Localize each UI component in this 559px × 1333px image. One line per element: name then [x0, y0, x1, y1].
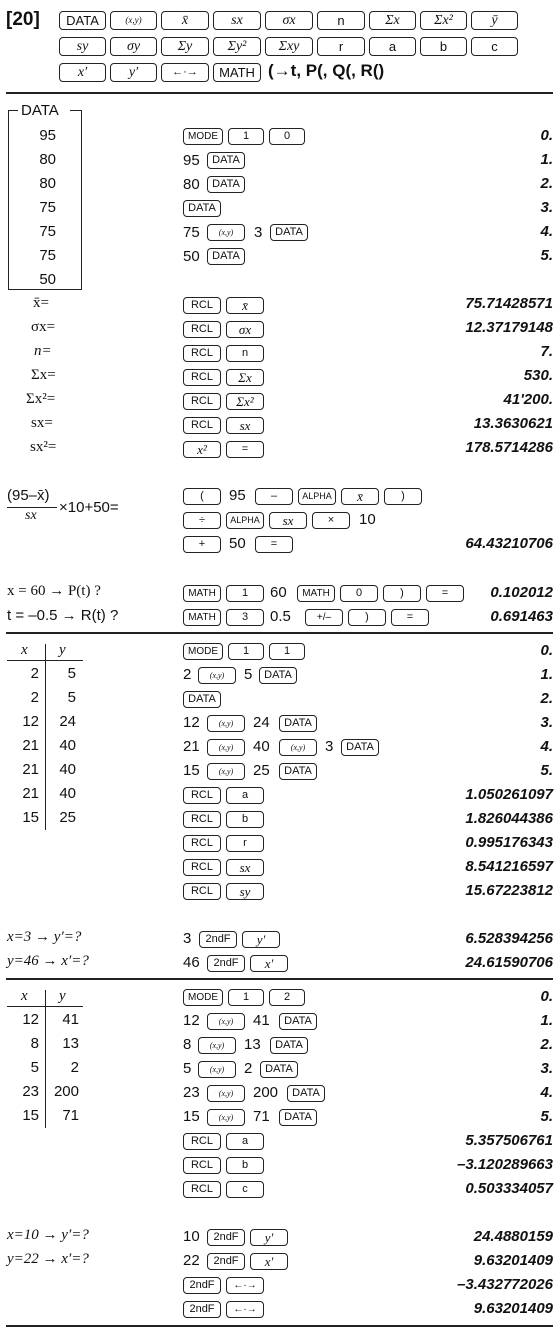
result: 0. [540, 127, 553, 144]
expr-tail: ×10+50= [59, 499, 119, 516]
section-number: [20] [6, 9, 40, 30]
result: 64.43210706 [465, 535, 553, 552]
data-value: 75 [39, 247, 56, 264]
table-y: 40 [59, 737, 76, 754]
data-frame-bottom [8, 289, 82, 290]
result: 41'200. [503, 391, 553, 408]
stat-label: x̄= [33, 295, 49, 311]
entry: 41 [253, 1012, 270, 1029]
xy-key[interactable]: (x,y) [207, 739, 245, 756]
n-key[interactable]: n [226, 345, 264, 362]
xy-key[interactable]: (x,y) [207, 1085, 245, 1102]
sum-x2-key[interactable]: Σx² [226, 393, 264, 410]
n-key[interactable]: n [317, 11, 365, 30]
result: 9.63201409 [473, 1300, 553, 1317]
rcl-key[interactable]: RCL [183, 1133, 221, 1150]
entry: 25 [253, 762, 270, 779]
sy-key[interactable]: sy [59, 37, 106, 56]
data-key[interactable]: DATA [341, 739, 379, 756]
arrow-key[interactable]: ←·→ [226, 1301, 264, 1318]
section-divider [6, 92, 553, 94]
result: 3. [540, 199, 553, 216]
result: 5. [540, 247, 553, 264]
data-frame-top-left [8, 110, 18, 111]
prob-question-2: t = –0.5 → R(t) ? [7, 607, 119, 624]
entry: 24 [253, 714, 270, 731]
col-header-x: x [21, 642, 28, 658]
result: 4. [540, 223, 553, 240]
table-x: 21 [22, 785, 39, 802]
estimate-question-2: y=22 → x′=? [7, 1251, 89, 1267]
second-function-key[interactable]: 2ndF [183, 1277, 221, 1294]
c-key[interactable]: c [226, 1181, 264, 1198]
sx-key[interactable]: sx [226, 859, 264, 876]
entry: 8 [183, 1036, 192, 1053]
sigma-y-key[interactable]: σy [110, 37, 157, 56]
math-menu-note: (→t, P(, Q(, R() [268, 61, 385, 80]
result: 0.503334057 [465, 1180, 553, 1197]
xbar-key[interactable]: x̄ [161, 11, 209, 30]
entry: 22 [183, 1252, 200, 1269]
y-prime-key[interactable]: y′ [242, 931, 280, 948]
entry: 21 [183, 738, 200, 755]
col-header-y: y [59, 642, 66, 658]
xy-key[interactable]: (x,y) [207, 1109, 245, 1126]
xy-key[interactable]: (x,y) [207, 763, 245, 780]
data-key[interactable]: DATA [183, 691, 221, 708]
mode-key[interactable]: MODE [183, 989, 223, 1006]
section-divider [6, 632, 553, 634]
table-y: 25 [59, 809, 76, 826]
section-divider [6, 978, 553, 980]
second-function-key[interactable]: 2ndF [207, 955, 245, 972]
rcl-key[interactable]: RCL [183, 859, 221, 876]
estimate-question-1: x=3 → y′=? [7, 929, 82, 945]
table-x: 8 [30, 1035, 39, 1052]
two-key[interactable]: 2 [269, 989, 305, 1006]
sx-key[interactable]: sx [226, 417, 264, 434]
r-key[interactable]: r [317, 37, 365, 56]
equals-key[interactable]: = [426, 585, 464, 602]
entry: 50 [183, 248, 200, 265]
x-prime-key[interactable]: x′ [250, 955, 288, 972]
entry: 50 [229, 535, 246, 552]
result: 5. [540, 762, 553, 779]
entry: 200 [253, 1084, 279, 1101]
sum-xy-key[interactable]: Σxy [265, 37, 313, 56]
data-key[interactable]: DATA [259, 667, 297, 684]
xy-key[interactable]: (x,y) [198, 667, 236, 684]
table-x: 15 [22, 1107, 39, 1124]
b-key[interactable]: b [420, 37, 467, 56]
sum-x2-key[interactable]: Σx² [420, 11, 467, 30]
minus-key[interactable]: – [255, 488, 293, 505]
entry: 3 [254, 224, 263, 241]
sy-key[interactable]: sy [226, 883, 264, 900]
entry: 13 [244, 1036, 261, 1053]
entry: 15 [183, 1108, 200, 1125]
table-y: 2 [70, 1059, 79, 1076]
alpha-key[interactable]: ALPHA [226, 512, 264, 529]
stat-label: n= [34, 343, 52, 359]
sum-x-key[interactable]: Σx [369, 11, 416, 30]
expr-numerator: (95–x̄) [7, 487, 50, 504]
data-frame-left [8, 110, 9, 290]
equals-key[interactable]: = [226, 441, 264, 458]
b-key[interactable]: b [226, 1157, 264, 1174]
table-column-rule [45, 644, 46, 830]
xbar-key[interactable]: x̄ [226, 297, 264, 314]
table-y: 5 [67, 665, 76, 682]
entry: 80 [183, 176, 200, 193]
entry: 5 [183, 1060, 192, 1077]
data-key[interactable]: DATA [260, 1061, 298, 1078]
result: 7. [540, 343, 553, 360]
close-paren-key[interactable]: ) [384, 488, 422, 505]
result: 4. [540, 1084, 553, 1101]
stat-label: sx²= [30, 439, 57, 455]
second-function-key[interactable]: 2ndF [207, 1229, 245, 1246]
sum-x-key[interactable]: Σx [226, 369, 264, 386]
data-value: 80 [39, 151, 56, 168]
y-prime-key[interactable]: y′ [250, 1229, 288, 1246]
math-key[interactable]: MATH [213, 63, 261, 82]
result: 1.050261097 [465, 786, 553, 803]
result: 530. [523, 367, 553, 384]
table-x: 21 [22, 761, 39, 778]
second-function-key[interactable]: 2ndF [199, 931, 237, 948]
math-key[interactable]: MATH [183, 609, 221, 626]
data-value: 75 [39, 199, 56, 216]
result: 75.71428571 [465, 295, 553, 312]
entry: 10 [183, 1228, 200, 1245]
prob-question-1: x = 60 → P(t) ? [7, 583, 101, 599]
xbar-key[interactable]: x̄ [341, 488, 379, 505]
rcl-key[interactable]: RCL [183, 1157, 221, 1174]
x-squared-key[interactable]: x² [183, 441, 221, 458]
entry: 5 [244, 666, 253, 683]
result: 1. [540, 151, 553, 168]
table-x: 21 [22, 737, 39, 754]
zero-key[interactable]: 0 [340, 585, 378, 602]
rcl-key[interactable]: RCL [183, 297, 221, 314]
one-key[interactable]: 1 [228, 989, 264, 1006]
data-key[interactable]: DATA [279, 763, 317, 780]
c-key[interactable]: c [471, 37, 518, 56]
divide-key[interactable]: ÷ [183, 512, 221, 529]
data-value: 50 [39, 271, 56, 288]
x-prime-key[interactable]: x′ [250, 1253, 288, 1270]
data-key[interactable]: DATA [287, 1085, 325, 1102]
table-x: 23 [22, 1083, 39, 1100]
y-prime-key[interactable]: y′ [110, 63, 157, 82]
table-column-rule [45, 990, 46, 1128]
result: 1. [540, 666, 553, 683]
result: 24.4880159 [473, 1228, 553, 1245]
mode-key[interactable]: MODE [183, 643, 223, 660]
table-x: 2 [30, 689, 39, 706]
rcl-key[interactable]: RCL [183, 883, 221, 900]
table-y: 13 [62, 1035, 79, 1052]
a-key[interactable]: a [226, 787, 264, 804]
entry: 71 [253, 1108, 270, 1125]
multiply-key[interactable]: × [312, 512, 350, 529]
table-y: 200 [53, 1083, 79, 1100]
section-divider [6, 1325, 553, 1327]
sx-key[interactable]: sx [213, 11, 261, 30]
entry: 40 [253, 738, 270, 755]
entry: 15 [183, 762, 200, 779]
table-x: 2 [30, 665, 39, 682]
result: 0. [540, 988, 553, 1005]
arrow-key[interactable]: ←·→ [161, 63, 209, 82]
data-value: 75 [39, 223, 56, 240]
data-key[interactable]: DATA [279, 1013, 317, 1030]
result: 8.541216597 [465, 858, 553, 875]
estimate-question-1: x=10 → y′=? [7, 1227, 89, 1243]
xy-key[interactable]: (x,y) [110, 11, 157, 30]
one-key[interactable]: 1 [228, 128, 264, 145]
result: 1. [540, 1012, 553, 1029]
plus-key[interactable]: + [183, 536, 221, 553]
second-function-key[interactable]: 2ndF [183, 1301, 221, 1318]
result: 4. [540, 738, 553, 755]
xy-key[interactable]: (x,y) [207, 1013, 245, 1030]
entry: 0.5 [270, 608, 291, 625]
table-y: 71 [62, 1107, 79, 1124]
result: –3.120289663 [457, 1156, 553, 1173]
result: 12.37179148 [465, 319, 553, 336]
result: 6.528394256 [465, 930, 553, 947]
sigma-x-key[interactable]: σx [226, 321, 264, 338]
entry: 60 [270, 584, 287, 601]
data-key[interactable]: DATA [270, 1037, 308, 1054]
close-paren-key[interactable]: ) [348, 609, 386, 626]
result: 5.357506761 [465, 1132, 553, 1149]
expr-denominator: sx [25, 508, 37, 523]
estimate-question-2: y=46 → x′=? [7, 953, 89, 969]
result: –3.432772026 [457, 1276, 553, 1293]
table-x: 5 [30, 1059, 39, 1076]
rcl-key[interactable]: RCL [183, 345, 221, 362]
math-key[interactable]: MATH [183, 585, 221, 602]
result: 3. [540, 1060, 553, 1077]
zero-key[interactable]: 0 [269, 128, 305, 145]
rcl-key[interactable]: RCL [183, 321, 221, 338]
stat-label: Σx= [31, 367, 56, 383]
table-x: 12 [22, 713, 39, 730]
rcl-key[interactable]: RCL [183, 835, 221, 852]
entry: 75 [183, 224, 200, 241]
equals-key[interactable]: = [391, 609, 429, 626]
ybar-key[interactable]: ȳ [471, 11, 518, 30]
result: 178.5714286 [465, 439, 553, 456]
result: 9.63201409 [473, 1252, 553, 1269]
table-y: 40 [59, 785, 76, 802]
xy-key[interactable]: (x,y) [207, 715, 245, 732]
result: 1.826044386 [465, 810, 553, 827]
xy-key[interactable]: (x,y) [207, 224, 245, 241]
data-key[interactable]: DATA [279, 1109, 317, 1126]
col-header-x: x [21, 988, 28, 1004]
xy-key[interactable]: (x,y) [279, 739, 317, 756]
table-y: 24 [59, 713, 76, 730]
sum-y2-key[interactable]: Σy² [213, 37, 261, 56]
data-key[interactable]: DATA [207, 152, 245, 169]
stat-label: sx= [31, 415, 53, 431]
data-value: 80 [39, 175, 56, 192]
result: 0.691463 [490, 608, 553, 625]
data-key[interactable]: DATA [207, 176, 245, 193]
entry: 2 [244, 1060, 253, 1077]
entry: 12 [183, 1012, 200, 1029]
xy-key[interactable]: (x,y) [198, 1037, 236, 1054]
entry: 12 [183, 714, 200, 731]
result: 13.3630621 [473, 415, 553, 432]
r-key[interactable]: r [226, 835, 264, 852]
data-key[interactable]: DATA [279, 715, 317, 732]
result: 2. [540, 690, 553, 707]
sum-y-key[interactable]: Σy [161, 37, 209, 56]
table-y: 41 [62, 1011, 79, 1028]
one-key[interactable]: 1 [228, 643, 264, 660]
rcl-key[interactable]: RCL [183, 369, 221, 386]
second-function-key[interactable]: 2ndF [207, 1253, 245, 1270]
close-paren-key[interactable]: ) [383, 585, 421, 602]
data-key[interactable]: DATA [207, 248, 245, 265]
rcl-key[interactable]: RCL [183, 811, 221, 828]
entry: 3 [183, 930, 192, 947]
one-key[interactable]: 1 [269, 643, 305, 660]
b-key[interactable]: b [226, 811, 264, 828]
entry: 46 [183, 954, 200, 971]
entry: 2 [183, 666, 192, 683]
a-key[interactable]: a [369, 37, 416, 56]
one-key[interactable]: 1 [226, 585, 264, 602]
stat-label: Σx²= [26, 391, 56, 407]
mode-key[interactable]: MODE [183, 128, 223, 145]
xy-key[interactable]: (x,y) [198, 1061, 236, 1078]
data-frame-title: DATA [21, 102, 59, 119]
result: 5. [540, 1108, 553, 1125]
data-frame-right [81, 110, 82, 290]
table-y: 40 [59, 761, 76, 778]
entry: 95 [183, 152, 200, 169]
entry: 23 [183, 1084, 200, 1101]
open-paren-key[interactable]: ( [183, 488, 221, 505]
result: 2. [540, 1036, 553, 1053]
result: 2. [540, 175, 553, 192]
result: 0. [540, 642, 553, 659]
result: 0.995176343 [465, 834, 553, 851]
sign-key[interactable]: +/– [305, 609, 343, 626]
col-header-y: y [59, 988, 66, 1004]
table-x: 15 [22, 809, 39, 826]
equals-key[interactable]: = [255, 536, 293, 553]
result: 3. [540, 714, 553, 731]
result: 0.102012 [490, 584, 553, 601]
entry: 3 [325, 738, 334, 755]
rcl-key[interactable]: RCL [183, 1181, 221, 1198]
arrow-key[interactable]: ←·→ [226, 1277, 264, 1294]
a-key[interactable]: a [226, 1133, 264, 1150]
data-key[interactable]: DATA [183, 200, 221, 217]
sx-key[interactable]: sx [269, 512, 307, 529]
three-key[interactable]: 3 [226, 609, 264, 626]
math-key[interactable]: MATH [297, 585, 335, 602]
rcl-key[interactable]: RCL [183, 417, 221, 434]
result: 24.61590706 [465, 954, 553, 971]
data-value: 95 [39, 127, 56, 144]
stat-label: σx= [31, 319, 56, 335]
result: 15.67223812 [465, 882, 553, 899]
sigma-x-key[interactable]: σx [265, 11, 313, 30]
data-key[interactable]: DATA [270, 224, 308, 241]
table-x: 12 [22, 1011, 39, 1028]
rcl-key[interactable]: RCL [183, 787, 221, 804]
rcl-key[interactable]: RCL [183, 393, 221, 410]
alpha-key[interactable]: ALPHA [298, 488, 336, 505]
x-prime-key[interactable]: x′ [59, 63, 106, 82]
table-y: 5 [67, 689, 76, 706]
entry: 95 [229, 487, 246, 504]
data-key[interactable]: DATA [59, 11, 106, 30]
entry: 10 [359, 511, 376, 528]
